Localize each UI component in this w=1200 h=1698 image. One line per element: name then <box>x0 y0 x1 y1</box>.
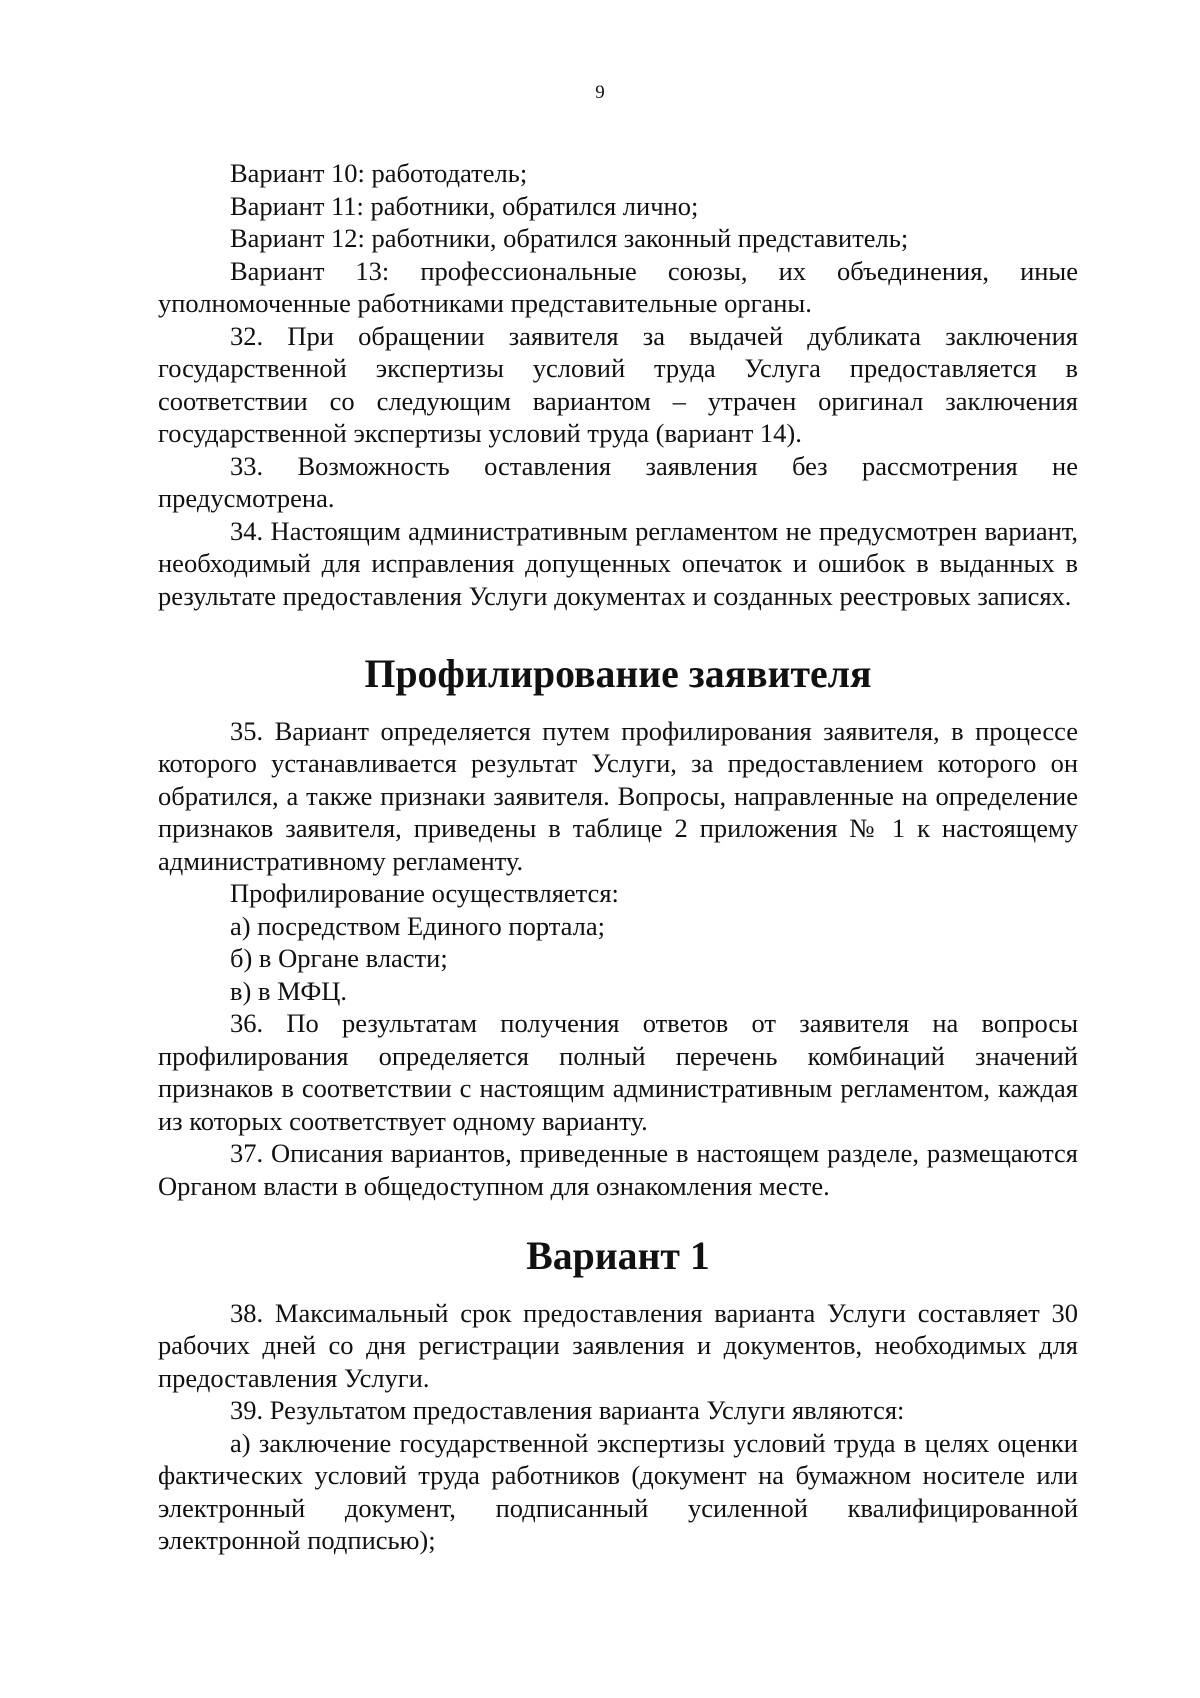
paragraph-32: 32. При обращении заявителя за выдачей дубликата заключения государственной экспертизы условий труда Услуга предоставляется в соответствии со следующим вариантом – утрачен оригинал заключения государственной экспертизы условий труда (вариант 14). <box>158 320 1078 448</box>
paragraph-profiling-intro: Профилирование осуществляется: <box>230 878 619 908</box>
paragraph-variant-11: Вариант 11: работники, обратился лично; <box>230 190 699 221</box>
section-heading-profiling: Профилирование заявителя <box>364 652 872 696</box>
page-number: 9 <box>595 82 605 103</box>
list-item-a: а) посредством Единого портала; <box>230 910 605 941</box>
list-item-b: б) в Органе власти; <box>230 943 448 973</box>
section-heading-variant-1: Вариант 1 <box>526 1234 710 1278</box>
paragraph-39-a: а) заключение государственной экспертизы условий труда в целях оценки фактических условий труда работников (документ на бумажном носителе или электронный документ, подписанный усиленной квалифицированной электронной подписью); <box>158 1427 1078 1555</box>
paragraph-39: 39. Результатом предоставления варианта Услуги являются: <box>230 1395 905 1425</box>
list-item-v: в) в МФЦ. <box>230 975 348 1006</box>
paragraph-variant-13: Вариант 13: профессиональные союзы, их объединения, иные уполномоченные работниками представительные органы. <box>158 255 1078 318</box>
paragraph-34: 34. Настоящим административным регламентом не предусмотрен вариант, необходимый для исправления допущенных опечаток и ошибок в выданных в результате предоставления Услуги документах и созданных реестровых записях. <box>158 515 1078 611</box>
paragraph-33: 33. Возможность оставления заявления без рассмотрения не предусмотрена. <box>158 450 1078 513</box>
paragraph-35: 35. Вариант определяется путем профилирования заявителя, в процессе которого устанавливается результат Услуги, за предоставлением которого он обратился, а также признаки заявителя. Вопросы, направленные на определение признаков заявителя, приведены в таблице 2 приложения № 1 к настоящему административному регламенту. <box>158 715 1078 876</box>
paragraph-37: 37. Описания вариантов, приведенные в настоящем разделе, размещаются Органом власти в общедоступном для ознакомления месте. <box>158 1138 1078 1201</box>
paragraph-36: 36. По результатам получения ответов от заявителя на вопросы профилирования определяется полный перечень комбинаций значений признаков в соответствии с настоящим административным регламентом, каждая из которых соответствует одному варианту. <box>158 1008 1078 1136</box>
paragraph-variant-12: Вариант 12: работники, обратился законный представитель; <box>230 223 909 253</box>
paragraph-38: 38. Максимальный срок предоставления варианта Услуги составляет 30 рабочих дней со дня регистрации заявления и документов, необходимых для предоставления Услуги. <box>158 1297 1078 1393</box>
paragraph-variant-10: Вариант 10: работодатель; <box>230 158 528 188</box>
document-body <box>158 157 1078 1557</box>
